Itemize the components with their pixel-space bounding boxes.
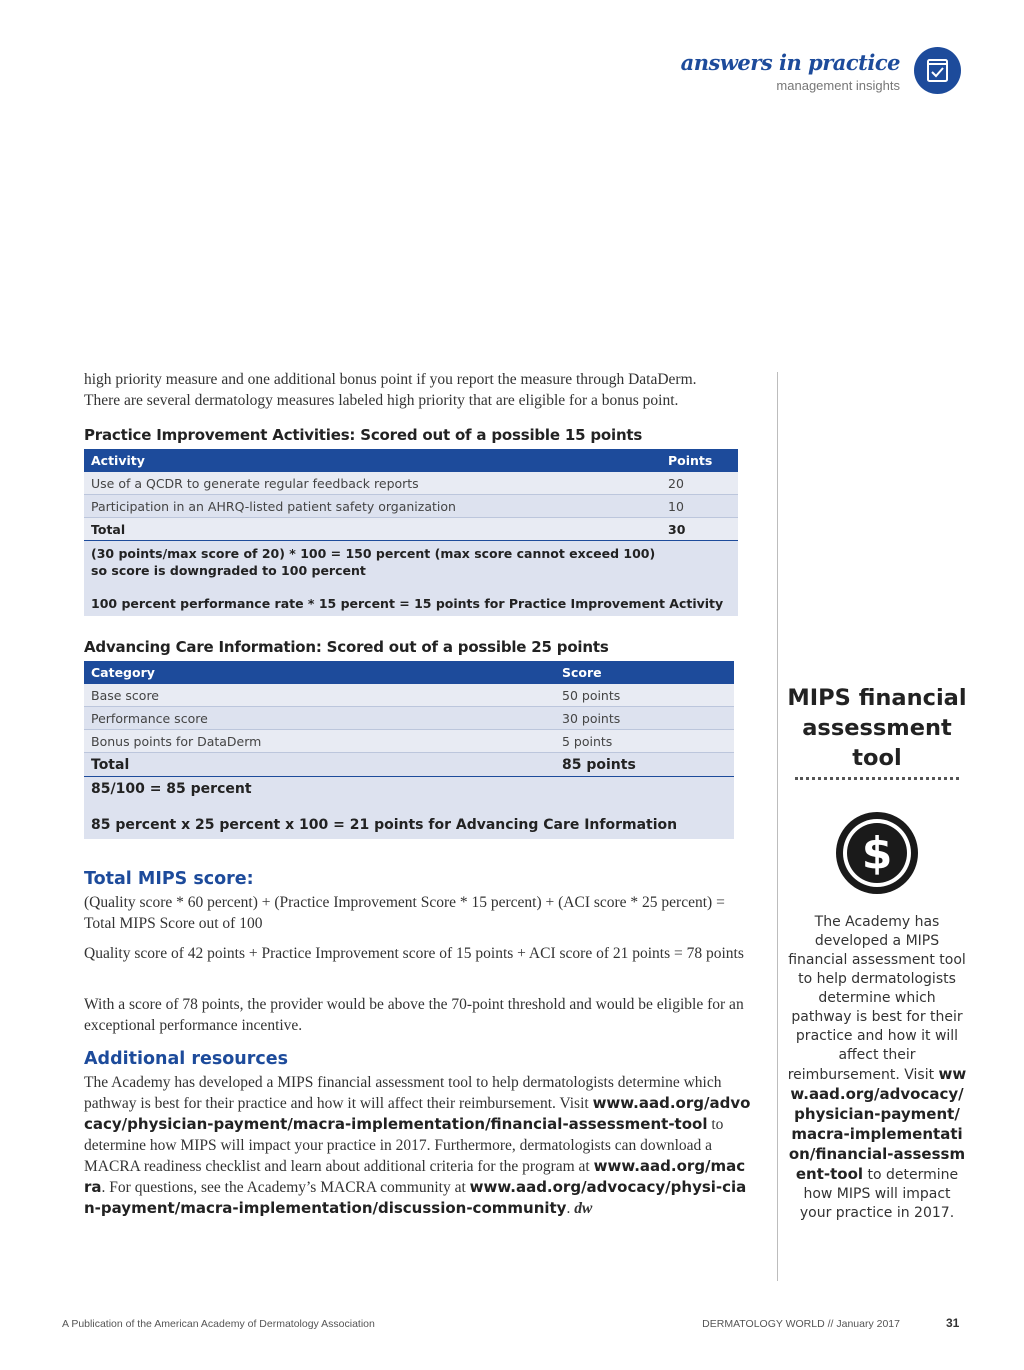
dotted-divider [795,777,959,780]
text: to determine how MIPS will impact your practice in 2017. [799,1167,959,1221]
note-line: 85 percent x 25 percent x 100 = 21 points for Advancing Care Information [91,817,678,833]
cell: Participation in an AHRQ-listed patient safety organization [91,499,456,514]
table-row [84,684,734,707]
footer-issue: DERMATOLOGY WORLD // January 2017 [702,1318,900,1330]
pia-table-title: Practice Improvement Activities: Scored out of a possible 15 points [84,426,643,444]
aci-table-title: Advancing Care Information: Scored out of a possible 25 points [84,638,609,656]
dollar-icon [835,811,919,895]
footer-publication: A Publication of the American Academy of Dermatology Association [62,1318,375,1330]
column-divider [777,372,778,1281]
text: to determine how MIPS will impact your practice in 2017. Furthermore, dermatologists can download a MACRA readiness checklist and learn about additional criteria for the program at [84,1116,724,1175]
table-header-row [84,449,738,472]
header-cell: Category [91,665,155,680]
cell: Base score [91,688,159,703]
financial-tool-link[interactable]: www.aad.org/advocacy/physician-payment/macra-implementation/financial-assessment-tool [84,1094,751,1133]
table-row [84,730,734,753]
intro-line: high priority measure and one additional bonus point if you report the measure through DataDerm. [84,371,697,388]
cell: Total [91,757,130,773]
text: . For questions, see the Academy’s MACRA community at [101,1179,470,1196]
community-link[interactable]: www.aad.org/advocacy/physi-cian-payment/macra-implementation/discussion-community [84,1178,747,1217]
author-signature: dw [574,1200,593,1217]
paragraph: With a score of 78 points, the provider would be above the 70-point threshold and would be eligible for an exceptional performance incentive. [84,996,744,1034]
svg-text:$: $ [861,828,893,879]
note-line: 100 percent performance rate * 15 percent = 15 points for Practice Improvement Activity [91,596,724,611]
cell: Use of a QCDR to generate regular feedback reports [91,476,419,491]
cell: Total [91,522,126,537]
intro-text [84,369,764,411]
checklist-icon [914,47,961,94]
table-row [84,707,734,730]
cell: 50 points [562,688,621,703]
table-row [84,472,738,495]
cell: 5 points [562,734,613,749]
cell: 10 [668,499,684,514]
table-note [84,541,738,616]
aci-table [84,661,734,839]
header-cell: Score [562,665,602,680]
table-header-row [84,661,734,684]
table-total-row [84,753,734,777]
section-subtitle: management insights [776,78,900,93]
text: . [566,1200,575,1217]
sidebar-title: MIPS financial assessment tool [787,685,967,771]
paragraph: (Quality score * 60 percent) + (Practice Improvement Score * 15 percent) + (ACI score * 25 percent) = Total MIPS Score out of 100 [84,894,725,932]
total-mips-heading: Total MIPS score: [84,869,254,889]
text: The Academy has developed a MIPS financial assessment tool to help dermatologists determine which pathway is best for their practice and how it will affect their reimbursement. Visit [84,1074,722,1112]
cell: Bonus points for DataDerm [91,734,262,749]
intro-line: There are several dermatology measures labeled high priority that are eligible for a bonus point. [84,392,679,409]
text: The Academy has developed a MIPS financial assessment tool to help dermatologists determine which pathway is best for their practice and how it will affect their reimbursement. Visit [787,914,966,1083]
sidebar-tool-link[interactable]: www.aad.org/advocacy/physician-payment/macra-implementation/financial-assessment-tool [788,1065,967,1183]
macra-link[interactable]: www.aad.org/macra [84,1157,746,1196]
sidebar-text [787,913,967,1223]
page-number: 31 [946,1316,960,1330]
paragraph: Quality score of 42 points + Practice Improvement score of 15 points + ACI score of 21 points = 78 points [84,945,744,962]
cell: 85 points [562,757,636,773]
resources-heading: Additional resources [84,1049,289,1069]
section-title: answers in practice [680,50,900,75]
cell: 20 [668,476,684,491]
table-note [84,777,734,839]
pia-table [84,449,738,616]
header-cell: Activity [91,453,145,468]
table-total-row [84,518,738,541]
cell: Performance score [91,711,208,726]
resources-paragraph [84,1072,752,1219]
note-line: 85/100 = 85 percent [91,781,252,797]
note-line: (30 points/max score of 20) * 100 = 150 percent (max score cannot exceed 100) so score is downgraded to 100 percent [91,546,656,578]
cell: 30 points [562,711,621,726]
table-row [84,495,738,518]
header-cell: Points [668,453,713,468]
cell: 30 [668,522,686,537]
